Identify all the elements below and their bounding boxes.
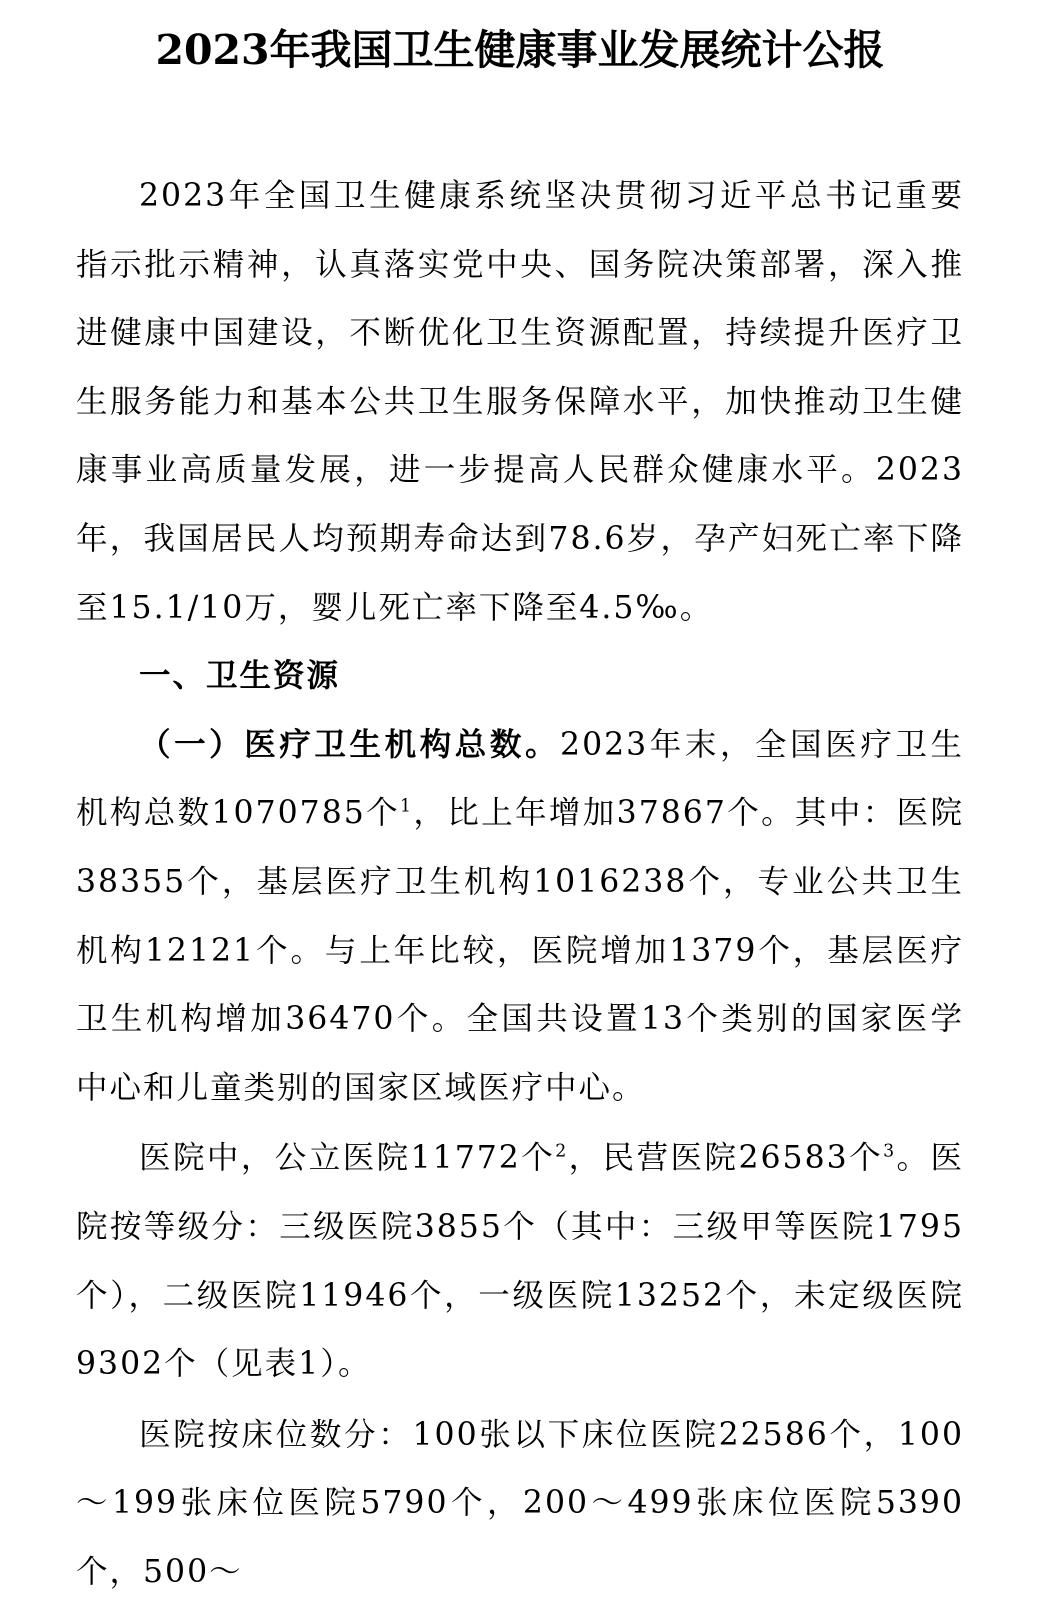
paragraph-text: ，民营医院26583个 <box>568 1140 884 1177</box>
paragraph-text: ，比上年增加37867个。其中：医院38355个，基层医疗卫生机构1016238个，专业公共卫生机构12121个。与上年比较，医院增加1379个，基层医疗卫生机构增加36470个。全国共设置13个类别的国家医学中心和儿童类别的国家区域医疗中心。 <box>76 795 964 1106</box>
footnote-marker: 2 <box>555 1141 569 1162</box>
paragraph-text: 医院中，公立医院11772个 <box>139 1140 556 1177</box>
paragraph-text: 。医院按等级分：三级医院3855个（其中：三级甲等医院1795个），二级医院11946个，一级医院13252个，未定级医院9302个（见表1）。 <box>76 1140 964 1383</box>
footnote-marker: 1 <box>400 796 414 817</box>
intro-paragraph: 2023年全国卫生健康系统坚决贯彻习近平总书记重要指示批示精神，认真落实党中央、国务院决策部署，深入推进健康中国建设，不断优化卫生资源配置，持续提升医疗卫生服务能力和基本公共卫生服务保障水平，加快推动卫生健康事业高质量发展，进一步提高人民群众健康水平。2023年，我国居民人均预期寿命达到78.6岁，孕产妇死亡率下降至15.1/10万，婴儿死亡率下降至4.5‰。 <box>76 178 964 626</box>
paragraph-institutions-total <box>76 711 964 1123</box>
paragraph-hospital-types <box>76 1124 964 1398</box>
document-title: 2023年我国卫生健康事业发展统计公报 <box>155 26 885 74</box>
paragraph-hospital-beds: 医院按床位数分：100张以下床位医院22586个，100～199张床位医院5790个，200～499张床位医院5390个，500～ <box>76 1416 964 1590</box>
section-heading-health-resources: 一、卫生资源 <box>139 658 341 695</box>
footnote-marker: 3 <box>883 1141 897 1162</box>
subheading-institutions-total: （一）医疗卫生机构总数。 <box>139 726 561 763</box>
paragraph-text: 2023年末，全国医疗卫生机构总数1070785个 <box>76 726 964 832</box>
